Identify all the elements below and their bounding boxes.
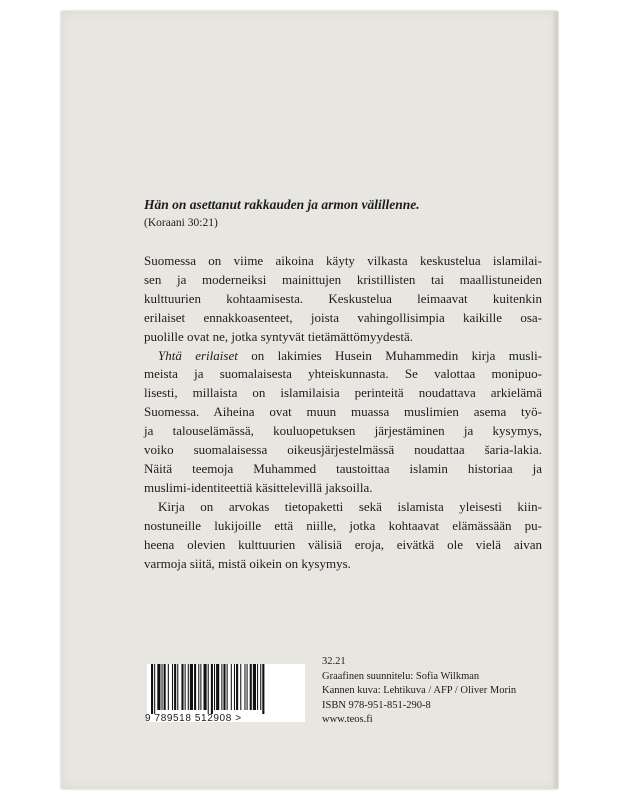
class-code: 32.21 [322, 656, 346, 667]
blurb-line: sen ja moderneiksi mainittujen kristillisten tai maallistuneiden [144, 271, 542, 287]
barcode-bar [247, 664, 248, 710]
barcode-bar [223, 664, 225, 710]
barcode-bar [240, 664, 241, 710]
blurb-line: Suomessa on viime aikoina käyty vilkasta keskustelua islamilai- [144, 253, 542, 268]
barcode-bar [200, 664, 201, 710]
barcode-bar [174, 664, 176, 710]
barcode-bar [177, 664, 178, 710]
blurb-line: erilaiset ennakkoasenteet, joista vahingollisimpia kaikille osa- [144, 309, 542, 325]
epigraph-quote: Hän on asettanut rakkauden ja armon välillenne. [144, 197, 420, 212]
barcode-bar [181, 664, 183, 710]
barcode-bars [147, 664, 305, 714]
cover-edge [553, 11, 558, 789]
blurb-line: heena olevien kulttuurien välisiä eroja, eivätkä ole vielä aivan [144, 536, 542, 552]
blurb-text [144, 252, 542, 573]
blurb-paragraph-3 [144, 498, 542, 574]
barcode-bar [198, 664, 199, 710]
blurb-line: varmoja siitä, mistä oikein on kysymys. [144, 555, 351, 571]
barcode-bar [250, 664, 252, 710]
barcode-bar [162, 664, 163, 710]
blurb-line: ja talouselämässä, kouluopetuksen järjestäminen ja kysymys, [144, 423, 542, 439]
barcode-bar [227, 664, 228, 710]
barcode-bar [260, 664, 261, 710]
barcode-bar [157, 664, 160, 710]
blurb-line: lisesti, millaista on islamilaisia perinteitä noudattava arkielämä [144, 385, 542, 401]
barcode-bar [234, 664, 235, 710]
barcode-bar [216, 664, 219, 710]
isbn-text: ISBN 978-951-851-290-8 [322, 699, 431, 711]
barcode-bar [236, 664, 238, 710]
blurb-line-text: on lakimies Husein Muhammedin kirja musli- [251, 347, 543, 363]
book-back-cover [61, 11, 558, 789]
barcode-bar [194, 664, 196, 710]
barcode-bar [188, 664, 189, 710]
barcode-bar [214, 664, 215, 710]
barcode-bar [253, 664, 256, 710]
barcode-bar [204, 664, 207, 710]
barcode-arrow: > [235, 713, 242, 724]
blurb-line: voiko suomalaisessa oikeusjärjestelmässä noudattaa šaria-lakia. [144, 442, 542, 458]
barcode-bar [190, 664, 193, 710]
barcode-number: 9 789518 512908 [145, 713, 232, 724]
barcode-bar [154, 664, 155, 714]
blurb-line: meista ja suomalaisesta yhteiskunnasta. Se valottaa monipuo- [144, 366, 542, 382]
blurb-line: muslimi-identiteettiä käsittelevillä jaksoilla. [144, 479, 373, 495]
barcode-bar [151, 664, 153, 714]
book-title-inline: Yhtä erilaiset [158, 347, 238, 363]
barcode-bar [221, 664, 222, 710]
barcode-bar [172, 664, 173, 710]
blurb-paragraph-2 [144, 347, 542, 498]
barcode-bar [168, 664, 169, 710]
barcode-bar [244, 664, 245, 710]
graphic-design-credit: Graafinen suunnitelu: Sofia Wilkman [322, 670, 480, 682]
blurb-line: Näitä teemoja Muhammed taustoittaa islamin historiaa ja [144, 460, 542, 476]
barcode-bar [164, 664, 166, 710]
blurb-line: nostuneille lukijoille että niille, jotka kohtaavat elämässään pu- [144, 517, 542, 533]
barcode-bar [257, 664, 258, 710]
barcode-bar [211, 664, 213, 714]
blurb-line: Kirja on arvokas tietopaketti sekä islamista yleisesti kiin- [158, 498, 542, 514]
epigraph-source: (Koraani 30:21) [144, 217, 218, 229]
blurb-line [144, 347, 542, 366]
blurb-line: Suomessa. Aiheina ovat muun muassa muslimien asema työ- [144, 404, 542, 420]
blurb-paragraph-1 [144, 252, 542, 347]
barcode-bar [208, 664, 209, 714]
cover-image-credit: Kannen kuva: Lehtikuva / AFP / Oliver Morin [322, 685, 517, 697]
colophon [322, 655, 516, 728]
publisher-website: www.teos.fi [322, 714, 373, 726]
barcode-bar [185, 664, 186, 710]
barcode-digits [145, 713, 311, 724]
blurb-line: kulttuurien kohtaamisesta. Keskustelua leimaavat kuitenkin [144, 290, 542, 306]
barcode-bar [231, 664, 232, 710]
barcode-bar [262, 664, 264, 714]
blurb-line: puolille ovat ne, jotka syntyvät tietämättömyydestä. [144, 328, 413, 344]
